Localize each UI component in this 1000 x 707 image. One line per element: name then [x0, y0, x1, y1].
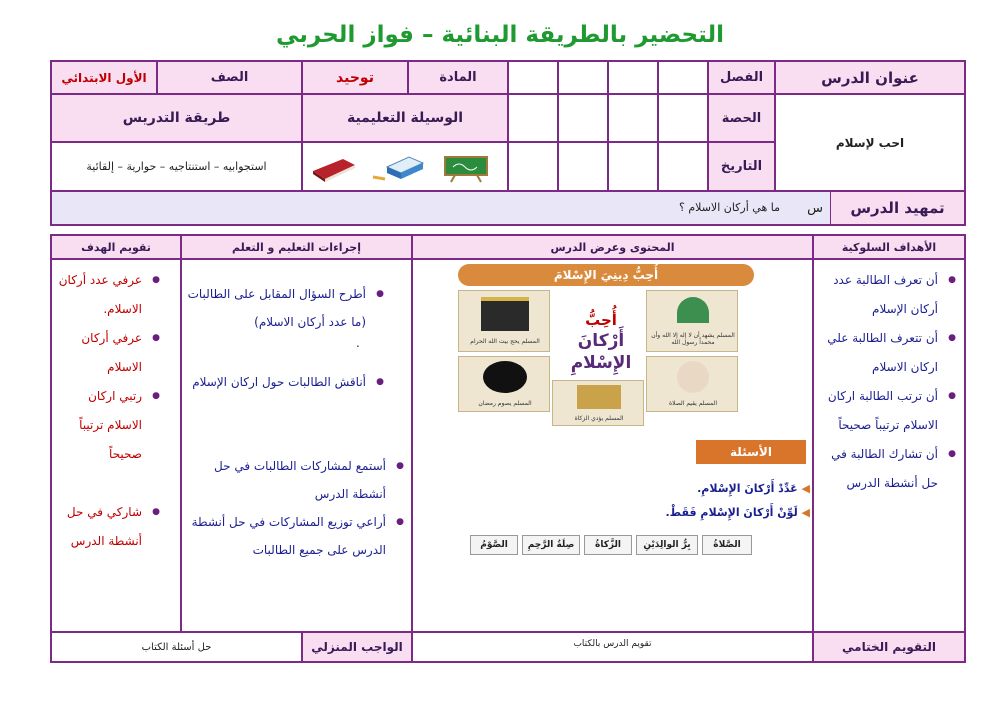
homework-label-cell	[302, 632, 412, 662]
grade-value-cell	[51, 61, 157, 94]
evaluation-item: ● شاركي في حل أنشطة الدرس	[58, 498, 162, 556]
questions-title: الأسئلة	[730, 445, 772, 459]
center-title-line1: أُحِبُّ	[585, 311, 617, 329]
final-eval-label: التقويم الختامي	[842, 640, 937, 654]
procedure-item: ● أناقش الطالبات حول اركان الإسلام	[186, 368, 386, 396]
lesson-banner	[458, 264, 754, 286]
question-2-text: لَوِّنْ أَرْكانَ الإِسْلامِ فَقَطْ.	[665, 506, 798, 519]
evaluation-header: تقويم الهدف	[81, 240, 151, 254]
center-title-line2: أَرْكانَ	[577, 331, 625, 351]
date-label: التاريخ	[720, 159, 763, 174]
subject-label: المادة	[439, 70, 477, 85]
method-value-cell	[51, 142, 302, 191]
procedures-list	[186, 280, 386, 336]
word-box-text: الصَّوْمُ	[480, 540, 508, 550]
method-label-cell	[51, 94, 302, 142]
mosque-icon	[677, 297, 709, 323]
aids-label: الوسيلة التعليمية	[346, 110, 464, 126]
word-box-text: صِلَةُ الرَّحِمِ	[527, 540, 575, 550]
grade-label: الصف	[210, 70, 249, 85]
intro-label-cell	[830, 191, 965, 225]
prayer-icon	[677, 361, 709, 393]
procedure-dot: .	[356, 336, 360, 350]
blank-cell	[658, 142, 708, 191]
lesson-title-label-cell	[775, 61, 965, 94]
objectives-header-cell	[813, 235, 965, 259]
intro-question: ما هي أركان الاسلام ؟	[679, 201, 780, 214]
final-eval-label-cell	[813, 632, 965, 662]
word-box	[584, 535, 632, 555]
session-label-cell	[708, 94, 775, 142]
pillar-card-text: المسلم يشهد أن لا إله إلا الله وأن محمداً رسول الله	[651, 332, 735, 346]
question-1-text: عَدِّدْ أَرْكانَ الإِسْلامِ.	[697, 482, 798, 495]
kaaba-icon	[481, 297, 529, 331]
pillar-card-text: المسلم يقيم الصلاة	[668, 399, 718, 407]
blank-cell	[508, 61, 558, 94]
pillar-card-text: المسلم يصوم رمضان	[478, 399, 532, 407]
lesson-title-value-cell	[775, 94, 965, 191]
center-title-line3: الإِسْلامِ	[570, 353, 632, 373]
blank-cell	[558, 61, 608, 94]
word-box	[636, 535, 698, 555]
blank-cell	[508, 142, 558, 191]
play-icon: ◀	[797, 482, 810, 495]
aids-icons-cell	[302, 142, 508, 191]
crescent-icon	[483, 361, 527, 393]
objective-item: ● أن تتعرف الطالبة علي اركان الاسلام	[818, 324, 958, 382]
homework-value-cell	[51, 632, 302, 662]
book-icon	[309, 153, 359, 183]
procedures-list	[186, 368, 386, 396]
subject-value: توحيد	[336, 69, 374, 86]
final-eval-value-cell	[412, 632, 813, 662]
evaluation-list	[58, 498, 162, 556]
board-icon	[443, 155, 489, 183]
intro-label: تمهيد الدرس	[850, 199, 945, 217]
aids-label-cell	[302, 94, 508, 142]
homework-label: الواجب المنزلي	[311, 640, 403, 654]
chapter-label-cell	[708, 61, 775, 94]
session-label: الحصة	[721, 110, 762, 126]
pillar-card-text: المسلم يؤدي الزكاة	[574, 414, 624, 422]
pillar-card-text: المسلم يحج بيت الله الحرام	[470, 337, 540, 345]
lesson-banner-text: أُحِبُّ دِينِيَ الإِسْلامَ	[553, 268, 659, 282]
blank-cell	[608, 61, 658, 94]
blank-cell	[558, 94, 608, 142]
activity-question	[666, 506, 811, 519]
content-header: المحتوى وعرض الدرس	[550, 240, 675, 254]
eraser-icon	[371, 153, 425, 183]
objective-item: ● أن ترتب الطالبة اركان الاسلام ترتيباً صحيحاً	[818, 382, 958, 440]
word-box-text: بِرُّ الوالِدَيْنِ	[643, 540, 691, 550]
blank-cell	[508, 94, 558, 142]
objective-item: ● أن تعرف الطالبة عدد أركان الإسلام	[818, 266, 958, 324]
method-label: طريقة التدريس	[122, 110, 231, 126]
play-icon: ◀	[797, 506, 810, 519]
evaluation-item: ● عرفي عدد أركان الاسلام.	[58, 266, 162, 324]
procedures-header: إجراءات التعليم و التعلم	[232, 240, 362, 254]
pillar-card	[646, 356, 738, 412]
grade-value: الأول الابتدائي	[61, 70, 147, 85]
evaluation-header-cell	[51, 235, 181, 259]
evaluation-item: ● عرفي أركان الاسلام	[58, 324, 162, 382]
activity-question	[697, 482, 810, 495]
word-box-text: الزَّكاةُ	[595, 540, 621, 550]
money-icon	[577, 385, 621, 409]
subject-value-cell	[302, 61, 408, 94]
procedures-list	[186, 452, 406, 564]
pillar-card	[552, 380, 644, 426]
objectives-list	[818, 266, 958, 498]
blank-cell	[608, 142, 658, 191]
blank-cell	[558, 142, 608, 191]
lesson-title-label: عنوان الدرس	[821, 68, 919, 87]
evaluation-item: ● رتبي اركان الاسلام ترتيباً صحيحاً	[58, 382, 162, 469]
word-box	[702, 535, 752, 555]
intro-question-letter: س	[807, 200, 823, 216]
pillar-card	[458, 356, 550, 412]
grade-label-cell	[157, 61, 302, 94]
objectives-header: الأهداف السلوكية	[841, 240, 937, 254]
word-box-text: الصَّلاةُ	[713, 540, 741, 550]
questions-title-box	[696, 440, 806, 464]
intro-letter-cell	[800, 191, 830, 225]
date-label-cell	[708, 142, 775, 191]
content-header-cell	[412, 235, 813, 259]
pillar-card	[646, 290, 738, 352]
subject-label-cell	[408, 61, 508, 94]
procedure-item: ● أستمع لمشاركات الطالبات في حل أنشطة الدرس	[186, 452, 406, 508]
procedure-item: ● أراعي توزيع المشاركات في حل أنشطة الدرس على جميع الطالبات	[186, 508, 406, 564]
procedure-item: ● أطرح السؤال المقابل على الطالبات (ما عدد أركان الاسلام)	[186, 280, 386, 336]
procedures-header-cell	[181, 235, 412, 259]
blank-cell	[608, 94, 658, 142]
evaluation-list	[58, 266, 162, 469]
page-title: التحضير بالطريقة البنائية – فواز الحربي	[276, 22, 724, 48]
method-value: استجوابيه – استنتاجيه – حوارية – إلقائية	[86, 160, 267, 173]
chapter-label: الفصل	[719, 70, 764, 85]
homework-value: حل أسئلة الكتاب	[141, 641, 212, 653]
word-box	[522, 535, 580, 555]
objective-item: ● أن تشارك الطالبة في حل أنشطة الدرس	[818, 440, 958, 498]
final-eval-value: تقويم الدرس بالكتاب	[573, 639, 652, 649]
pillar-card	[458, 290, 550, 352]
lesson-title-value: احب لإسلام	[835, 135, 905, 150]
blank-cell	[658, 94, 708, 142]
word-box	[470, 535, 518, 555]
blank-cell	[658, 61, 708, 94]
